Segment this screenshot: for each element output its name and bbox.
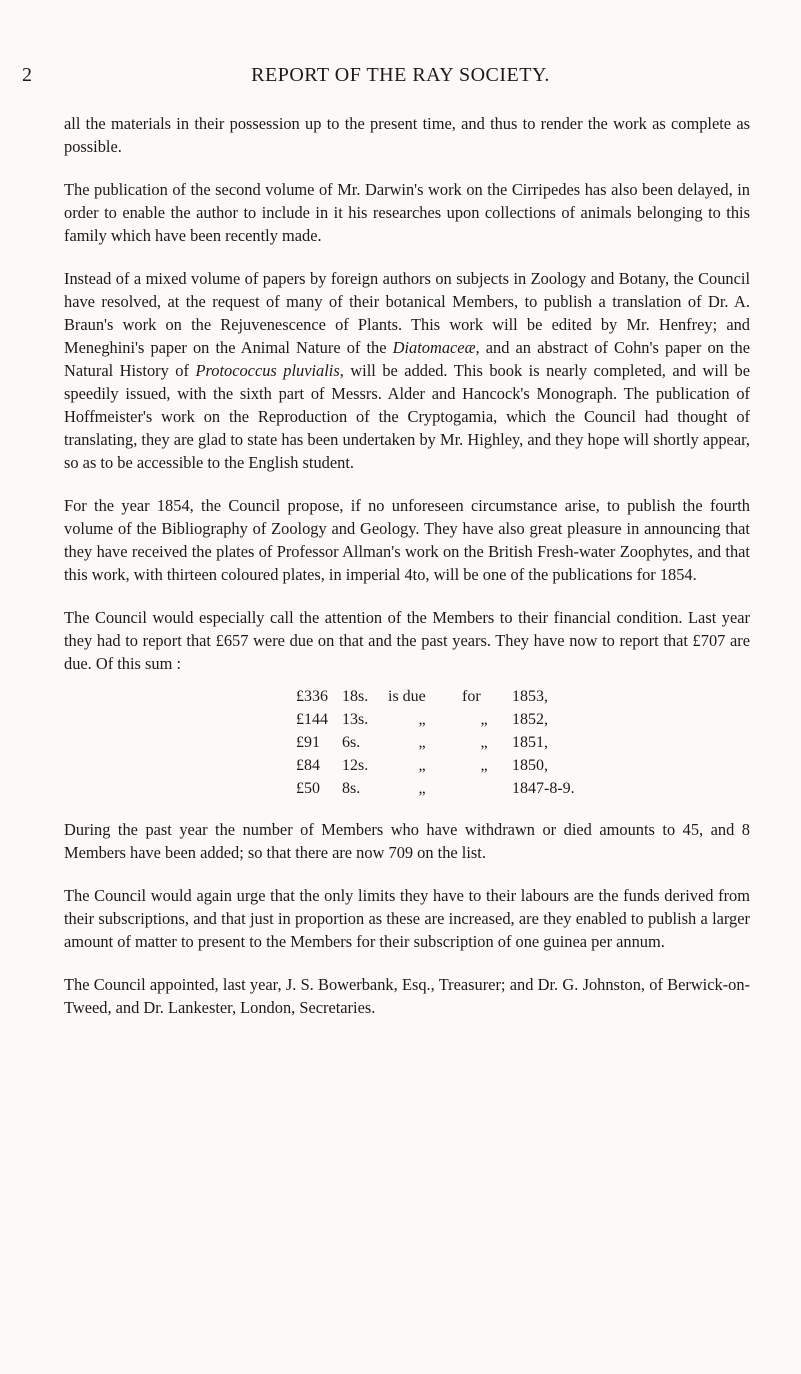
year: 1847-8-9. (512, 780, 575, 797)
paragraph-4: For the year 1854, the Council propose, if no unforeseen circumstance arise, to publish the fourth volume of the Bibliography of Zoology and Geology. They have also great pleasure in announcing that they have received the plates of Professor Allman's work on the British Fresh-water Zoophytes, and that this work, with thirteen coloured plates, in imperial 4to, will be one of the publications for 1854. (64, 496, 750, 584)
for-text: „ (480, 711, 488, 728)
page-number: 2 (22, 64, 32, 86)
due-text: is due (388, 688, 426, 705)
amount-pounds: £144 (296, 711, 328, 728)
table-row (296, 731, 581, 754)
amount-pounds: £91 (296, 734, 320, 751)
table-row (296, 685, 581, 708)
paragraph-3-text-c: , will be added. This book is nearly completed, and will be speedily issued, with the sixth part of Messrs. Alder and Hancock's Monograph. The publication of Hoffmeister's work on the Reproduction of the Cryptogamia, which the Council had thought of translating, they are glad to state has been undertaken by Mr. Highley, and they hope will shortly appear, so as to be accessible to the English student. (64, 361, 750, 472)
amount-shillings: 8s. (342, 780, 361, 797)
paragraph-7: The Council would again urge that the only limits they have to their labours are the funds derived from their subscriptions, and that just in proportion as these are increased, are they enabled to publish a larger amount of matter to present to the Members for their subscription of one guinea per annum. (64, 886, 750, 951)
table-row (296, 754, 581, 777)
paragraph-3 (64, 267, 750, 474)
year: 1852, (512, 711, 548, 728)
year: 1850, (512, 757, 548, 774)
for-text (462, 777, 512, 800)
sums-table (296, 685, 581, 800)
diatomaceae-italic: Diatomaceæ (392, 338, 476, 357)
table-row (296, 777, 581, 800)
paragraph-8: The Council appointed, last year, J. S. Bowerbank, Esq., Treasurer; and Dr. G. Johnston, of Berwick-on-Tweed, and Dr. Lankester, London, Secretaries. (64, 975, 750, 1017)
due-text: „ (418, 711, 426, 728)
amount-pounds: £50 (296, 780, 320, 797)
paragraph-3-text-a: Instead of a mixed volume of papers by foreign authors on subjects in Zoology and Botany, the Council have resolved, at the request of many of their botanical Members, to publish a translation of Dr. A. Braun's work on the Rejuvenescence of Plants. This work will be edited by Mr. Henfrey; and Meneghini's paper on the Animal Nature of the (64, 269, 750, 357)
amount-shillings: 18s. (342, 688, 369, 705)
for-text: for (462, 688, 481, 705)
year: 1853, (512, 688, 548, 705)
paragraph-3-text-b: , and an abstract of Cohn's paper on the Natural History of (64, 338, 750, 380)
paragraph-6: During the past year the number of Members who have withdrawn or died amounts to 45, and 8 Members have been added; so that there are now 709 on the list. (64, 820, 750, 862)
paragraph-5: The Council would especially call the attention of the Members to their financial condition. Last year they had to report that £657 were due on that and the past years. They have now to report that £707 are due. Of this sum : (64, 608, 750, 673)
protococcus-italic: Protococcus pluvialis (195, 361, 340, 380)
amount-pounds: £336 (296, 688, 328, 705)
due-text: „ (418, 734, 426, 751)
table-row (296, 708, 581, 731)
paragraph-1: all the materials in their possession up to the present time, and thus to render the work as complete as possible. (64, 114, 750, 156)
due-text: „ (418, 780, 426, 797)
for-text: „ (480, 757, 488, 774)
amount-shillings: 12s. (342, 757, 369, 774)
amount-shillings: 6s. (342, 734, 361, 751)
running-title: REPORT OF THE RAY SOCIETY. (251, 64, 550, 86)
year: 1851, (512, 734, 548, 751)
paragraph-2: The publication of the second volume of Mr. Darwin's work on the Cirripedes has also been delayed, in order to enable the author to include in it his researches upon collections of animals belonging to this family which have been recently made. (64, 180, 750, 245)
for-text: „ (480, 734, 488, 751)
due-text: „ (418, 757, 426, 774)
amount-pounds: £84 (296, 757, 320, 774)
amount-shillings: 13s. (342, 711, 369, 728)
body-text (64, 112, 750, 1039)
